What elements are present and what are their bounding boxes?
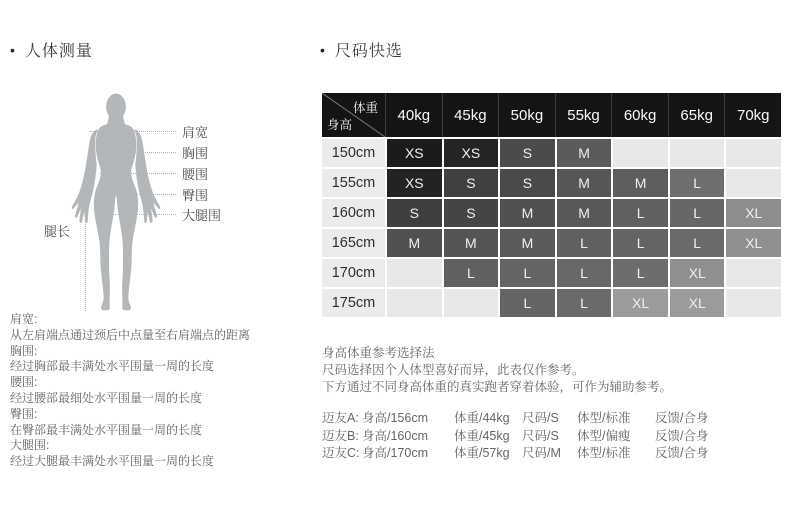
runner-size: 尺码/S xyxy=(522,411,559,425)
dotted-leader-line xyxy=(100,173,176,174)
bullet-icon: • xyxy=(320,41,326,58)
size-cell: L xyxy=(670,199,725,227)
height-header-cell: 155cm xyxy=(322,169,385,197)
empty-size-cell xyxy=(613,139,668,167)
size-cell: M xyxy=(500,199,555,227)
size-cell: S xyxy=(444,199,499,227)
measure-term: 肩宽: xyxy=(10,312,38,326)
size-cell: M xyxy=(500,229,555,257)
size-cell: XL xyxy=(613,289,668,317)
runner-weight: 体重/45kg xyxy=(454,428,510,443)
runner-row xyxy=(322,410,782,428)
runner-row xyxy=(322,445,782,463)
size-notes-block xyxy=(322,345,782,463)
measure-desc: 从左肩端点通过颈后中点量至右肩端点的距离 xyxy=(10,327,251,342)
measure-desc: 在臀部最丰满处水平围量一周的长度 xyxy=(10,422,203,437)
size-cell: M xyxy=(387,229,442,257)
size-cell: L xyxy=(670,229,725,257)
size-cell: M xyxy=(557,199,612,227)
runner-build: 体型/偏瘦 xyxy=(577,428,631,443)
size-cell: S xyxy=(444,169,499,197)
measure-desc: 经过胸部最丰满处水平围量一周的长度 xyxy=(10,359,215,374)
runner-size: 尺码/M xyxy=(522,446,561,460)
weight-header-cell: 70kg xyxy=(724,93,781,137)
weight-header-cell: 65kg xyxy=(668,93,725,137)
runner-feedback: 反馈/合身 xyxy=(655,411,709,425)
weight-header-cell: 45kg xyxy=(442,93,499,137)
runner-feedback: 反馈/合身 xyxy=(655,428,709,443)
size-cell: M xyxy=(444,229,499,257)
measure-label-waist: 腰围 xyxy=(100,164,208,183)
runner-build: 体型/标准 xyxy=(577,411,631,425)
size-cell: L xyxy=(613,229,668,257)
size-table-row xyxy=(322,229,781,257)
runner-weight: 体重/57kg xyxy=(454,446,510,460)
size-cell: L xyxy=(557,259,612,287)
size-cell: M xyxy=(613,169,668,197)
height-header-cell: 160cm xyxy=(322,199,385,227)
size-cell: S xyxy=(387,199,442,227)
height-header-cell: 175cm xyxy=(322,289,385,317)
height-header-cell: 165cm xyxy=(322,229,385,257)
size-cell: L xyxy=(444,259,499,287)
notes-heading: 身高体重参考选择法 xyxy=(322,346,435,360)
size-cell: L xyxy=(500,259,555,287)
measure-term: 大腿围: xyxy=(10,438,50,453)
corner-weight-label: 体重 xyxy=(352,101,378,115)
empty-size-cell xyxy=(726,139,781,167)
notes-line: 下方通过不同身高体重的真实跑者穿着体验，可作为辅助参考。 xyxy=(322,380,673,394)
dotted-leader-line xyxy=(95,194,176,195)
runner-size: 尺码/S xyxy=(522,428,559,443)
runner-weight: 体重/44kg xyxy=(454,411,510,425)
size-table-row xyxy=(322,199,781,227)
measure-label-hip: 臀围 xyxy=(95,185,208,204)
section-title-quick-size-select xyxy=(320,38,403,61)
measure-label-leg-length: 腿长 xyxy=(44,224,71,239)
size-cell: L xyxy=(613,199,668,227)
size-cell: M xyxy=(557,169,612,197)
weight-header-cell: 55kg xyxy=(555,93,612,137)
empty-size-cell xyxy=(726,169,781,197)
runner-label: 迈友A: xyxy=(322,411,359,425)
runner-label: 迈友C: xyxy=(322,446,360,460)
notes-lines xyxy=(322,362,782,396)
runner-height: 身高/156cm xyxy=(362,411,428,425)
size-cell: XL xyxy=(726,199,781,227)
runner-height: 身高/170cm xyxy=(362,446,428,460)
runner-row xyxy=(322,428,782,446)
runner-label: 迈友B: xyxy=(322,428,359,443)
size-cell: XL xyxy=(670,289,725,317)
empty-size-cell xyxy=(387,289,442,317)
section-title-text: 人体测量 xyxy=(24,43,93,60)
weight-header-cell: 50kg xyxy=(498,93,555,137)
height-header-cell: 150cm xyxy=(322,139,385,167)
section-title-text: 尺码快选 xyxy=(334,43,403,60)
table-corner-cell xyxy=(322,93,385,137)
weight-header-cell: 60kg xyxy=(611,93,668,137)
size-cell: XL xyxy=(726,229,781,257)
empty-size-cell xyxy=(726,259,781,287)
measure-term: 胸围: xyxy=(10,343,38,358)
size-cell: L xyxy=(500,289,555,317)
empty-size-cell xyxy=(726,289,781,317)
dotted-leader-line xyxy=(104,214,176,215)
runner-feedback-list xyxy=(322,410,782,463)
measure-label-thigh: 大腿围 xyxy=(104,205,221,224)
measure-term: 臀围: xyxy=(10,406,38,421)
size-cell: XL xyxy=(670,259,725,287)
size-cell: L xyxy=(557,289,612,317)
size-table-row xyxy=(322,289,781,317)
size-table-body xyxy=(322,139,781,317)
runner-height: 身高/160cm xyxy=(362,428,428,443)
size-cell: M xyxy=(557,139,612,167)
height-header-cell: 170cm xyxy=(322,259,385,287)
corner-height-label: 身高 xyxy=(327,118,353,132)
measurement-guide-list xyxy=(10,312,310,470)
dotted-leader-line xyxy=(90,131,176,132)
measure-label-chest: 胸围 xyxy=(97,143,208,162)
dotted-leader-line xyxy=(97,152,176,153)
size-cell: L xyxy=(670,169,725,197)
empty-size-cell xyxy=(444,289,499,317)
runner-feedback: 反馈/合身 xyxy=(655,446,709,460)
size-table-row xyxy=(322,169,781,197)
runner-build: 体型/标准 xyxy=(577,446,631,460)
size-cell: XS xyxy=(387,169,442,197)
dotted-leg-length-line xyxy=(85,186,86,311)
size-cell: XS xyxy=(444,139,499,167)
size-table-row xyxy=(322,139,781,167)
empty-size-cell xyxy=(387,259,442,287)
measure-label-shoulder-width: 肩宽 xyxy=(90,122,208,141)
measure-desc: 经过大腿最丰满处水平围量一周的长度 xyxy=(10,454,215,469)
measure-desc: 经过腰部最细处水平围量一周的长度 xyxy=(10,390,203,405)
size-table-row xyxy=(322,259,781,287)
weight-header-cell: 40kg xyxy=(385,93,442,137)
notes-line: 尺码选择因个人体型喜好而异，此表仅作参考。 xyxy=(322,363,585,377)
size-cell: S xyxy=(500,139,555,167)
size-cell: S xyxy=(500,169,555,197)
size-selection-table xyxy=(322,93,781,317)
size-cell: L xyxy=(613,259,668,287)
body-measurement-figure xyxy=(0,0,310,527)
size-cell: L xyxy=(557,229,612,257)
size-cell: XS xyxy=(387,139,442,167)
size-table-header-row xyxy=(322,93,781,137)
measure-term: 腰围: xyxy=(10,375,38,390)
bullet-icon: • xyxy=(10,41,16,58)
empty-size-cell xyxy=(670,139,725,167)
